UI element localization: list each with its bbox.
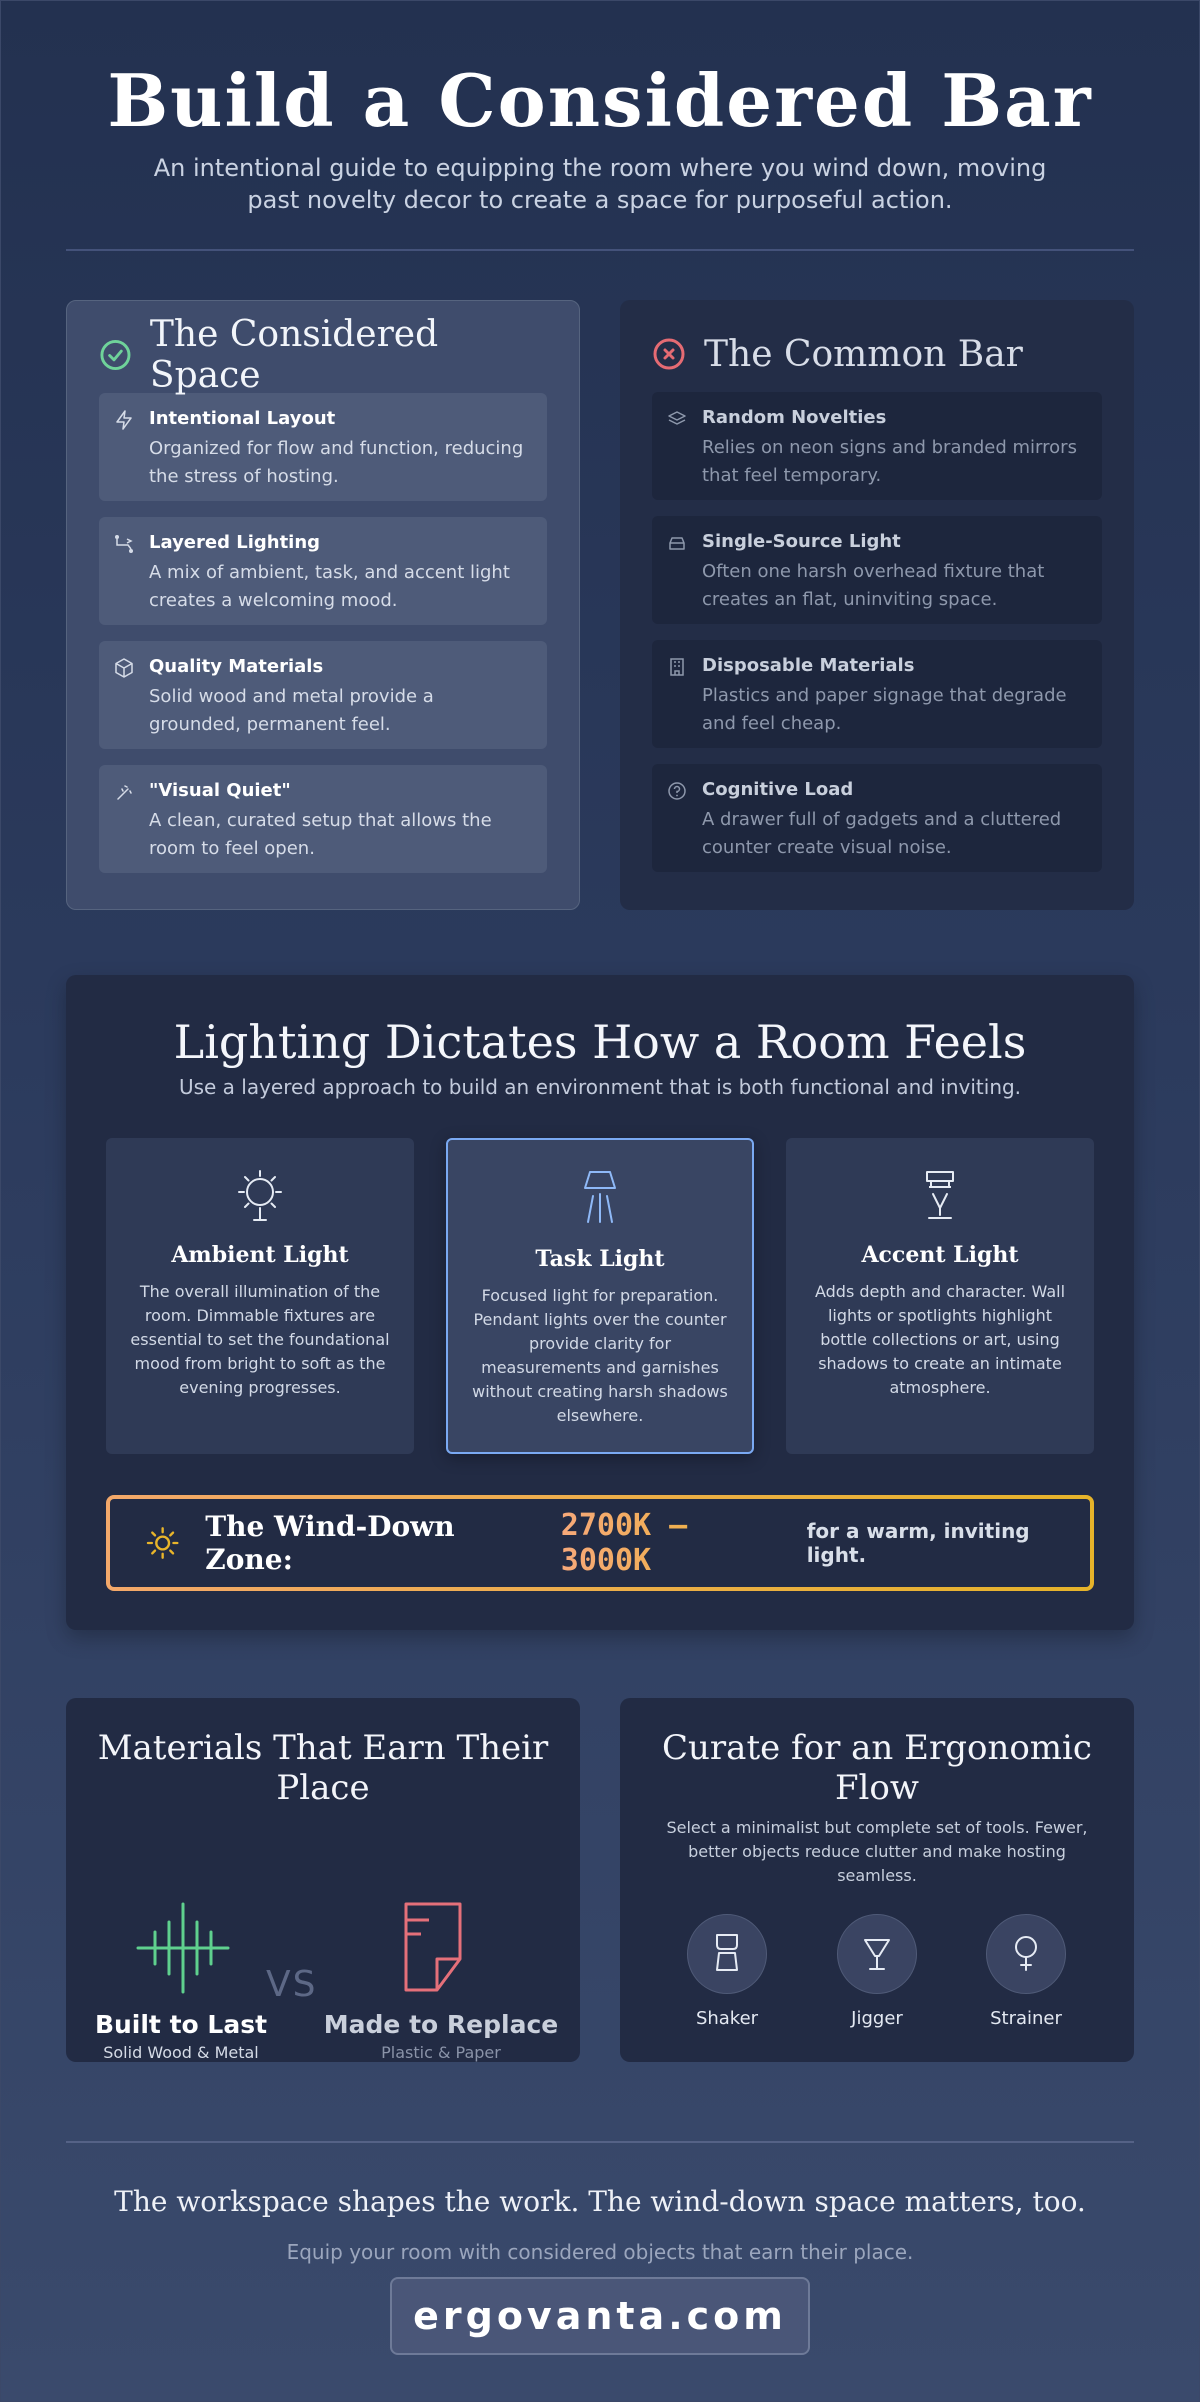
ergonomic-title: Curate for an Ergonomic Flow (662, 1728, 1092, 1808)
sun-icon (232, 1168, 288, 1224)
considered-item (99, 393, 547, 501)
considered-space-header (99, 314, 547, 396)
footer-divider (66, 2141, 1134, 2143)
accent-light-card (786, 1138, 1094, 1454)
page-subtitle: An intentional guide to equipping the room where you wind down, moving past novelty decor to create a space for purposeful action. (153, 154, 1047, 214)
wind-down-tail: for a warm, inviting light. (806, 1519, 1030, 1567)
materials-title: Materials That Earn Their Place (97, 1728, 549, 1808)
versus-label: VS (266, 1964, 318, 2005)
item-title: Single-Source Light (702, 531, 901, 552)
wind-down-zone-banner (106, 1495, 1094, 1591)
card-desc: Focused light for preparation. Pendant lights over the counter provide clarity for measurements and garnishes without creating harsh shadows elsewhere. (472, 1286, 728, 1425)
materials-card (66, 1698, 580, 2062)
material-sub: Solid Wood & Metal (103, 2043, 259, 2062)
dog-eared-page-icon (404, 1902, 464, 1994)
card-desc: Adds depth and character. Wall lights or spotlights highlight bottle collections or art, using shadows to create an intimate atmosphere. (814, 1282, 1066, 1397)
footer-quote: The workspace shapes the work. The wind-down space matters, too. (114, 2185, 1086, 2218)
material-name: Made to Replace (323, 2010, 559, 2039)
wood-grain-icon (136, 1902, 230, 1994)
question-circle-icon (666, 780, 688, 802)
item-desc: Plastics and paper signage that degrade and feel cheap. (702, 685, 1067, 734)
wind-down-label: The Wind-Down Zone: (205, 1510, 455, 1576)
tool-label: Jigger (851, 2008, 903, 2029)
tool-jigger (837, 1914, 917, 2029)
item-desc: Solid wood and metal provide a grounded, permanent feel. (149, 686, 434, 735)
item-title: Intentional Layout (149, 408, 336, 429)
considered-item (99, 517, 547, 625)
considered-space-panel (66, 300, 580, 910)
ergonomic-flow-card (620, 1698, 1134, 2062)
made-to-replace (316, 2010, 566, 2062)
task-light-card (446, 1138, 754, 1454)
website-link-button[interactable]: ergovanta.com (390, 2277, 810, 2355)
item-desc: A clean, curated setup that allows the room to feel open. (149, 810, 492, 859)
common-bar-panel (620, 300, 1134, 910)
ergonomic-subtitle: Select a minimalist but complete set of tools. Fewer, better objects reduce clutter and make hosting seamless. (666, 1818, 1088, 1885)
item-title: "Visual Quiet" (149, 780, 291, 801)
header-divider (66, 249, 1134, 251)
ambient-light-card (106, 1138, 414, 1454)
considered-space-title: The Considered Space (149, 314, 439, 396)
sun-icon (146, 1526, 179, 1560)
check-circle-icon (99, 338, 132, 372)
jigger-icon (859, 1932, 895, 1976)
bolt-icon (113, 409, 135, 431)
common-item (652, 516, 1102, 624)
built-to-last (66, 2010, 296, 2062)
common-bar-header (652, 332, 1102, 376)
tool-icon-circle (986, 1914, 1066, 1994)
item-title: Random Novelties (702, 407, 887, 428)
common-item (652, 392, 1102, 500)
material-sub: Plastic & Paper (381, 2043, 501, 2062)
item-desc: Relies on neon signs and branded mirrors that feel temporary. (702, 437, 1077, 486)
route-icon (113, 533, 135, 555)
item-desc: Often one harsh overhead fixture that creates an flat, uninviting space. (702, 561, 1045, 610)
tool-strainer (986, 1914, 1066, 2029)
tool-label: Shaker (695, 2008, 759, 2029)
spotlight-icon (912, 1168, 968, 1224)
pendant-lamp-icon (572, 1170, 628, 1228)
lighting-subtitle: Use a layered approach to build an environment that is both functional and inviting. (178, 1075, 1022, 1099)
item-desc: A mix of ambient, task, and accent light creates a welcoming mood. (149, 562, 510, 611)
item-title: Quality Materials (149, 656, 324, 677)
strainer-icon (1008, 1932, 1044, 1976)
building-icon (666, 656, 688, 678)
x-circle-icon (652, 337, 686, 371)
lighting-section (66, 975, 1134, 1630)
cube-icon (113, 657, 135, 679)
considered-item (99, 641, 547, 749)
page-title: Build a Considered Bar (107, 58, 1093, 143)
common-item (652, 640, 1102, 748)
material-name: Built to Last (94, 2010, 268, 2039)
tool-shaker (687, 1914, 767, 2029)
item-title: Layered Lighting (149, 532, 321, 553)
tool-icon-circle (837, 1914, 917, 1994)
color-temperature-value: 2700K – 3000K (561, 1508, 791, 1578)
item-title: Cognitive Load (702, 779, 854, 800)
lamp-icon (666, 532, 688, 554)
card-title: Ambient Light (171, 1242, 349, 1268)
wand-icon (113, 781, 135, 803)
item-desc: Organized for flow and function, reducing the stress of hosting. (149, 438, 524, 487)
footer-subtitle: Equip your room with considered objects that earn their place. (286, 2240, 914, 2264)
item-title: Disposable Materials (702, 655, 915, 676)
common-item (652, 764, 1102, 872)
tool-icon-circle (687, 1914, 767, 1994)
card-desc: The overall illumination of the room. Dimmable fixtures are essential to set the foundational mood from bright to soft as the evening progresses. (130, 1282, 390, 1397)
tool-label: Strainer (990, 2008, 1062, 2029)
item-desc: A drawer full of gadgets and a cluttered counter create visual noise. (702, 809, 1062, 858)
shaker-icon (709, 1932, 745, 1976)
card-title: Accent Light (861, 1242, 1019, 1268)
considered-item (99, 765, 547, 873)
card-title: Task Light (535, 1246, 665, 1272)
lighting-title: Lighting Dictates How a Room Feels (173, 1015, 1027, 1069)
common-bar-title: The Common Bar (704, 333, 1023, 375)
layers-icon (666, 408, 688, 430)
